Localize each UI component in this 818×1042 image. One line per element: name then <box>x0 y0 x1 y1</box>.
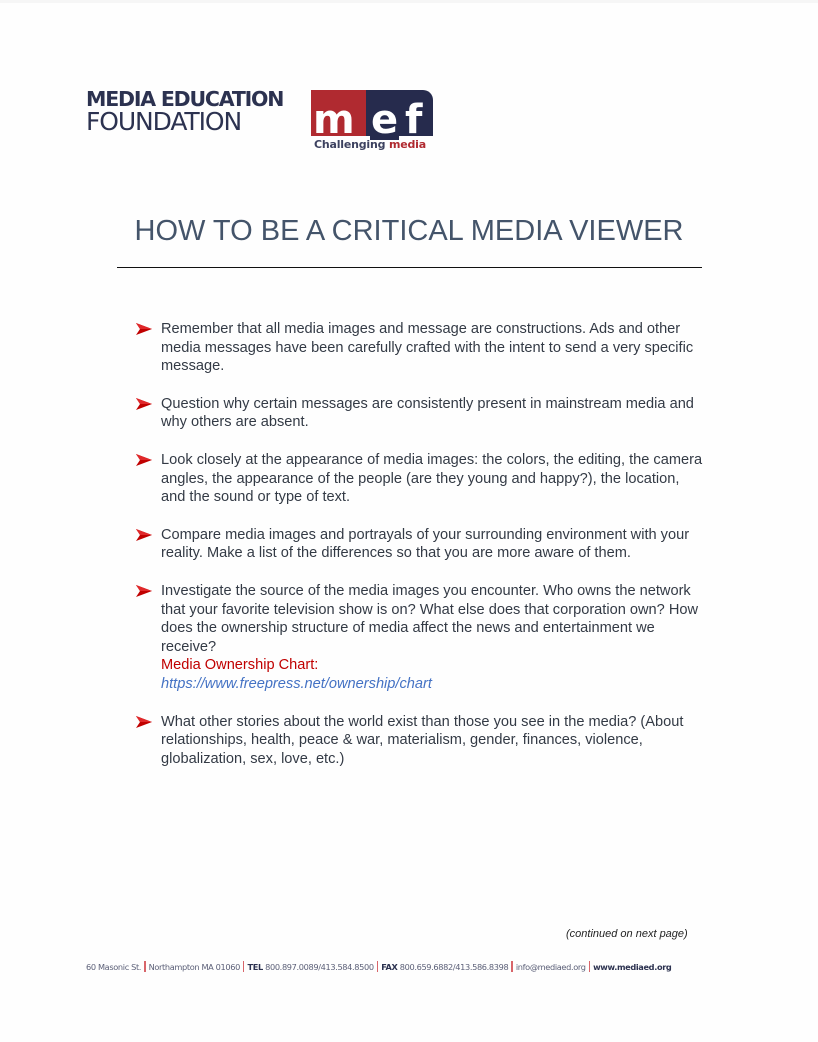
logo-letter-e: e <box>371 97 399 143</box>
mef-logo <box>86 88 446 154</box>
list-item-text: Investigate the source of the media images you encounter. Who owns the network that your favorite television show is on? What else does that corporation own? How does the ownership structure of media affect the news and entertainment we receive? <box>161 582 699 655</box>
logo-line-foundation: FOUNDATION <box>86 107 242 136</box>
logo-tagline-challenging: Challenging <box>314 138 389 151</box>
ownership-chart-label: Media Ownership Chart: <box>161 657 319 674</box>
list-item-text: Remember that all media images and message are constructions. Ads and other media messages have been carefully crafted with the intent to send a very specific message. <box>161 321 694 375</box>
footer-address: 60 Masonic St. <box>86 962 142 972</box>
footer-separator <box>377 961 379 972</box>
list-item-text: Look closely at the appearance of media images: the colors, the editing, the camera angles, the appearance of the people (are they young and happy?), the location, and the sound or type of text. <box>161 451 703 506</box>
arrowhead-bullet-icon <box>136 398 152 410</box>
logo-letter-f: f <box>405 97 423 143</box>
logo-mef-mark <box>311 90 433 143</box>
list-item <box>136 582 706 694</box>
footer-contact-bar <box>86 961 671 973</box>
continued-note: (continued on next page) <box>566 928 688 940</box>
list-item <box>136 320 706 376</box>
logo-wordmark <box>86 88 308 134</box>
logo-line-media-education: MEDIA EDUCATION <box>86 87 284 111</box>
list-item-text: Compare media images and portrayals of your surrounding environment with your reality. Make a list of the differences so that you are more aware of them. <box>161 526 690 562</box>
footer-separator <box>144 961 146 972</box>
logo-tagline <box>314 138 426 151</box>
list-item <box>136 526 706 563</box>
footer-separator <box>589 961 591 972</box>
footer-city: Northampton MA 01060 <box>148 962 240 972</box>
list-item-text: What other stories about the world exist than those you see in the media? (About relationships, health, peace & war, materialism, gender, finances, violence, globalization, sex, love, etc.) <box>161 713 684 767</box>
page-title: HOW TO BE A CRITICAL MEDIA VIEWER <box>134 215 684 247</box>
footer-separator <box>243 961 245 972</box>
footer-separator <box>511 961 513 972</box>
list-item <box>136 451 706 507</box>
list-item <box>136 713 706 769</box>
logo-tagline-media: media <box>388 138 426 151</box>
footer-website[interactable]: www.mediaed.org <box>593 962 672 972</box>
arrowhead-bullet-icon <box>136 454 152 466</box>
arrowhead-bullet-icon <box>136 716 152 728</box>
page-top-edge <box>0 0 818 3</box>
list-item-text: Question why certain messages are consistently present in mainstream media and why others are absent. <box>161 395 694 431</box>
title-divider <box>117 267 702 268</box>
ownership-chart-link[interactable]: https://www.freepress.net/ownership/chart <box>161 675 432 692</box>
tips-list <box>136 320 706 787</box>
list-item <box>136 395 706 432</box>
arrowhead-bullet-icon <box>136 529 152 541</box>
arrowhead-bullet-icon <box>136 323 152 335</box>
footer-tel: 800.897.0089/413.584.8500 <box>265 962 374 972</box>
arrowhead-bullet-icon <box>136 585 152 597</box>
footer-tel-label: TEL <box>247 962 263 972</box>
logo-letter-m: m <box>313 97 355 143</box>
footer-fax: 800.659.6882/413.586.8398 <box>399 962 509 972</box>
footer-email[interactable]: info@mediaed.org <box>515 962 586 972</box>
footer-fax-label: FAX <box>381 962 398 972</box>
